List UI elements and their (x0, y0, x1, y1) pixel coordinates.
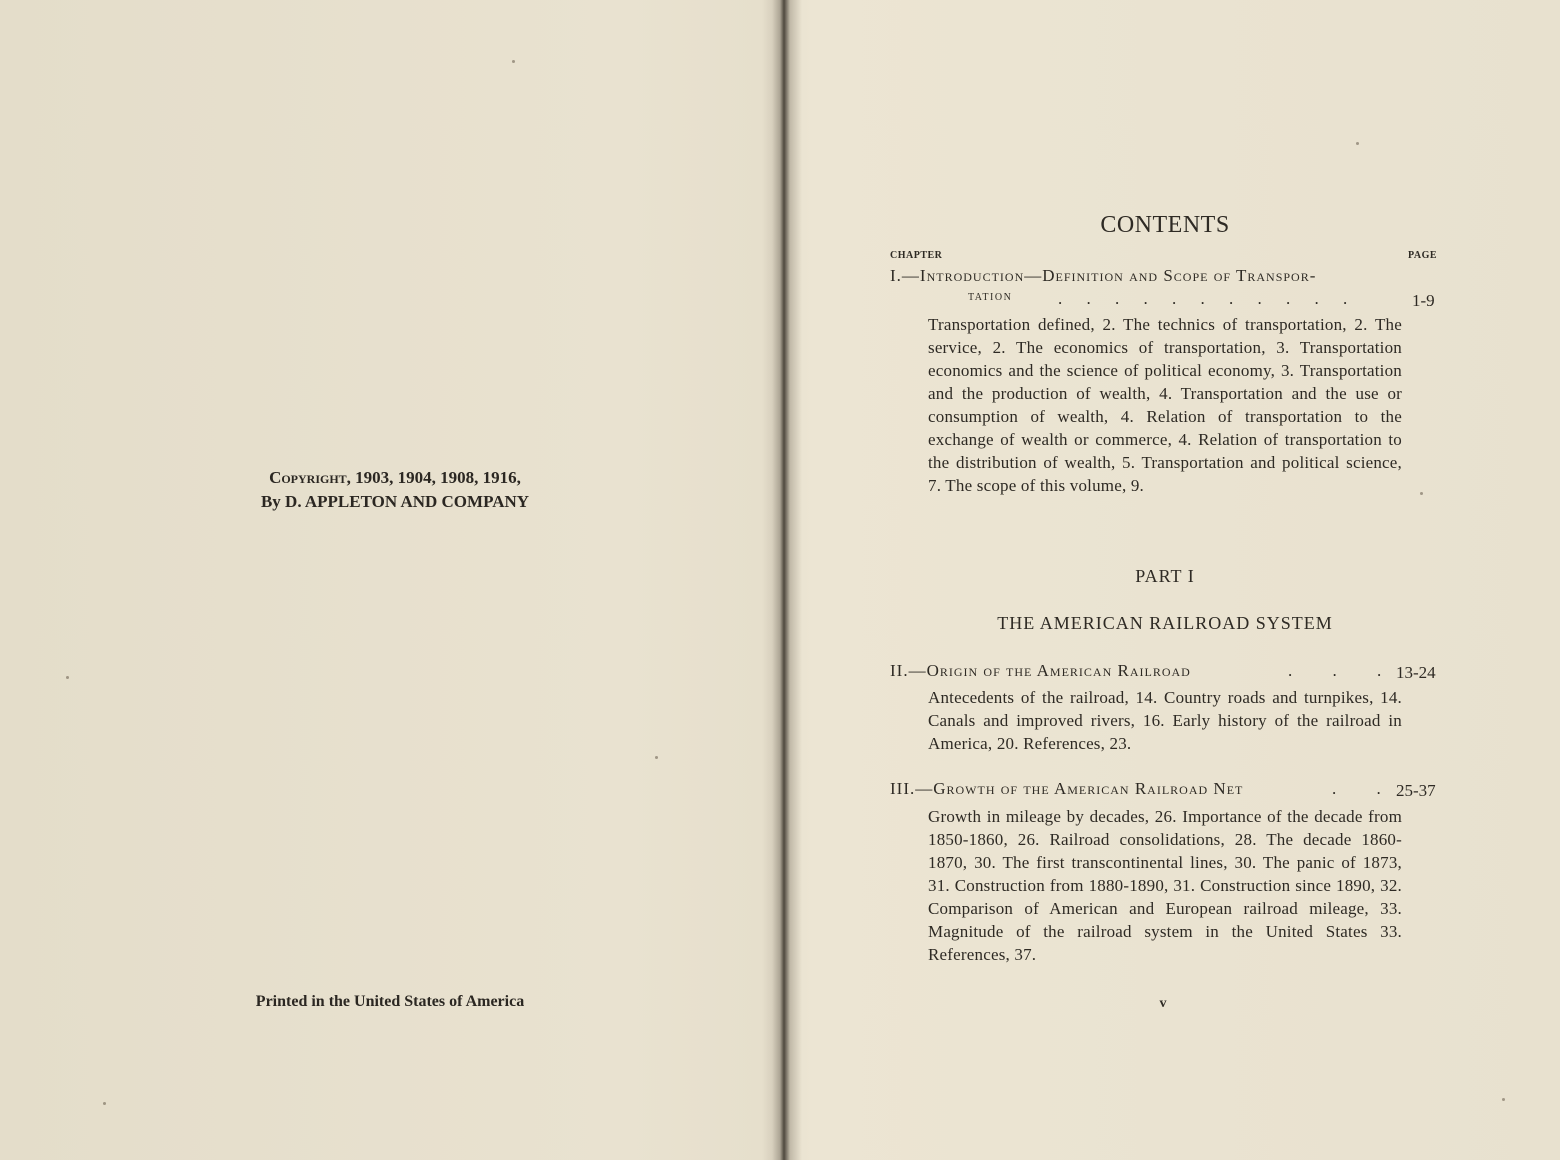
chapter-2-leader-dots: . . . (1288, 661, 1400, 680)
paper-speck (1420, 492, 1423, 495)
chapter-column-label: CHAPTER (890, 250, 943, 261)
chapter-1-summary: Transportation defined, 2. The technics of transportation, 2. The service, 2. The economics of transportation, 3. Transportation economics and the science of political economy, 3. Transportation and the production of wealth, 4. Transportation and the use or consumption of wealth, 4. Relation of transportation to the exchange of wealth or commerce, 4. Relation of transportation to the distribution of wealth, 5. Transportation and political science, 7. The scope of this volume, 9. (928, 315, 1402, 495)
chapter-1-pages: 1-9 (1412, 291, 1435, 310)
chapter-1-leader-dots: . . . . . . . . . . . (1058, 289, 1358, 308)
chapter-2-pages: 13-24 (1396, 663, 1436, 682)
copyright-years: Copyright, 1903, 1904, 1908, 1916, (269, 468, 521, 487)
copyright-notice (230, 466, 560, 514)
chapter-2-heading: II.—Origin of the American Railroad (890, 661, 1191, 680)
page-number: v (1159, 996, 1167, 1011)
chapter-3-heading: III.—Growth of the American Railroad Net (890, 779, 1244, 798)
publisher-line: By D. APPLETON AND COMPANY (260, 492, 530, 511)
chapter-3-summary: Growth in mileage by decades, 26. Importance of the decade from 1850-1860, 26. Railroad consolidations, 28. The decade 1860-1870, 30. The first transcontinental lines, 30. The panic of 1873, 31. Construction from 1880-1890, 31. Construction since 1890, 32. Comparison of American and European railroad mileage, 33. Magnitude of the railroad system in the United States 33. References, 37. (928, 807, 1402, 964)
part-title: THE AMERICAN RAILROAD SYSTEM (997, 613, 1333, 633)
part-label: PART I (1135, 566, 1195, 586)
paper-speck (1356, 142, 1359, 145)
printed-in-notice: Printed in the United States of America (255, 993, 525, 1010)
chapter-3-leader-dots: . . (1332, 779, 1399, 798)
chapter-2-summary: Antecedents of the railroad, 14. Country roads and turnpikes, 14. Canals and improved rivers, 16. Early history of the railroad in America, 20. References, 23. (928, 688, 1402, 753)
contents-title: CONTENTS (1100, 212, 1230, 238)
chapter-3-pages: 25-37 (1396, 781, 1436, 800)
right-page (790, 0, 1560, 1160)
left-page (0, 0, 775, 1160)
paper-speck (66, 676, 69, 679)
chapter-1-heading-cont: tation (968, 289, 1013, 304)
paper-speck (655, 756, 658, 759)
paper-speck (1502, 1098, 1505, 1101)
paper-speck (103, 1102, 106, 1105)
chapter-1-heading: I.—Introduction—Definition and Scope of Transpor- (890, 266, 1317, 285)
page-column-label: PAGE (1408, 250, 1438, 261)
paper-speck (512, 60, 515, 63)
